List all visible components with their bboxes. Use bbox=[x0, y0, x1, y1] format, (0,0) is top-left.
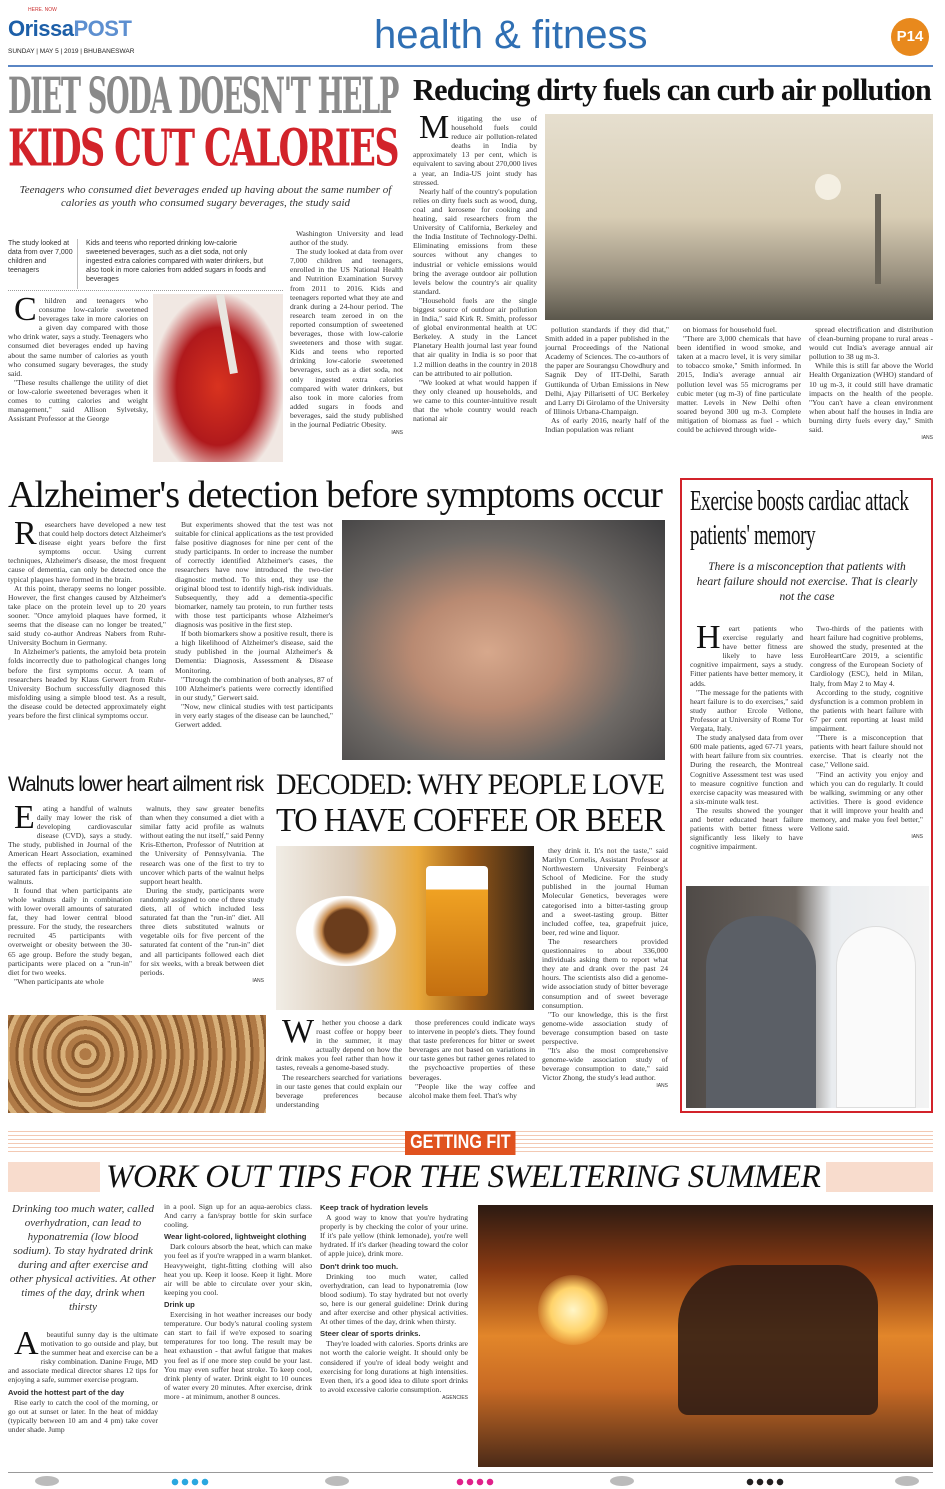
paragraph: A good way to know that you're hydrating properly is by checking the color of your urine. If it's pale yellow (think lemonade), you're well hydrated. If it's darker (heading toward the color of apple juice), drink more. bbox=[320, 1213, 468, 1259]
article-dirty-fuels bbox=[413, 72, 933, 467]
footer-rule bbox=[8, 1472, 933, 1473]
paragraph: But experiments showed that the test was not suitable for clinical applications as the test provided false positive diagnoses for nine per cent of the study participants. In order to increase the number of correctly identified Alzheimer's cases, the researchers have now introduced the two-tier diagnostic method. To this end, they use the original blood test to identify high-risk individuals. Subsequently, they add a dementia-specific biomarker, namely tau protein, to run further tests with those test participants whose Alzheimer's diagnosis was positive in the first step. bbox=[175, 520, 333, 630]
paragraph: If both biomarkers show a positive result, there is a high likelihood of Alzheimer's disease, said the study published in the journal Alzheimer's & Dementia: Diagnosis, Assessment & Disease Monitoring. bbox=[175, 629, 333, 675]
walnuts-image bbox=[8, 1015, 266, 1113]
sun bbox=[815, 174, 841, 200]
column-2 bbox=[164, 1202, 312, 1466]
logo[interactable] bbox=[8, 16, 131, 42]
paragraph: "These results challenge the utility of diet or low-calorie sweetened beverages when it comes to cutting calories and weight management," said Allison Sylvetsky, Assistant Professor at the George bbox=[8, 377, 148, 424]
headline: Reducing dirty fuels can curb air pollution bbox=[413, 72, 931, 107]
paragraph: "Household fuels are the single biggest source of outdoor air pollution in India," said Kirk R. Smith, professor of global environmental health at UC Berkeley. A study in the Lancet Planetary Health journal last year found that air quality in India is so poor that 1.2 million deaths in the country in 2018 can be attributed to air pollution. bbox=[413, 295, 537, 378]
paragraph: It found that when participants ate whole walnuts daily in combination with lower overall amounts of saturated fat, they had lower central blood pressure. For the study, the researchers recruited 45 participants with overweight or obesity between the 30-65 age group. Before the study began, participants were placed on a "run-in" diet for two weeks. bbox=[8, 885, 132, 977]
soda-glass-image bbox=[153, 294, 283, 462]
paragraph: "Find an activity you enjoy and which you can do regularly. It could be walking, swimming or any other activities. There is good evidence that it will improve your health and memory, and make you feel better," Vellone said. bbox=[810, 769, 923, 834]
section-kicker: GETTING FIT bbox=[405, 1131, 516, 1155]
paragraph: "Now, new clinical studies with test participants in very early stages of the disease can be launched," Gerwert added. bbox=[175, 701, 333, 730]
paragraph: Nearly half of the country's population relies on dirty fuels such as wood, dung, coal and kerosene for cooking and heating, said researchers from the University of California, Berkeley and the India Institute of Technology-Delhi. Eliminating emissions from these sources without any changes to industrial or vehicle emissions would bring the average outdoor air pollution levels below the country's air quality standard. bbox=[413, 186, 537, 296]
column-4 bbox=[809, 325, 933, 462]
column-2 bbox=[409, 1018, 535, 1112]
credit: IANS bbox=[656, 1083, 668, 1090]
paragraph: "There are 3,000 chemicals that have been identified in wood smoke, and taken at a macro level, it is very similar to tobacco smoke," Smith informed. In 2015, India's average annual air pollution level was 55 micrograms per cubic meter (ug m-3) of fine particulate matter. Levels in New Delhi often soared beyond 300 ug m-3. Complete mitigation of biomass as fuel - which could be achieved through wide- bbox=[677, 334, 801, 435]
paragraph: Drinking too much water, called overhydration, can lead to hyponatremia (low blood sodium). To stay hydrated but not overly so, here is our general guideline: Drink during and after exercise and other physical activities. At other times of the day, drink when thirsty. bbox=[320, 1271, 468, 1327]
credit: IANS bbox=[921, 435, 933, 442]
chimney bbox=[875, 194, 881, 284]
headline: DECODED: WHY PEOPLE LOVE bbox=[276, 768, 664, 801]
registration-mark bbox=[895, 1476, 919, 1486]
deck: There is a misconception that patients with heart failure should not exercise. That is clearly not the case bbox=[696, 561, 918, 603]
runner-sunset-image bbox=[478, 1205, 933, 1467]
paragraph: Two-thirds of the patients with heart failure had cognitive problems, showed the study, presented at the EuroHeartCare 2019, a scientific congress of the European Society of Cardiology (ESC), held in Milan, Italy, from May 2 to May 4. bbox=[810, 624, 923, 688]
paragraph: Researchers have developed a new test that could help doctors detect Alzheimer's disease eight years before the first symptoms occur. Using current techniques, Alzheimer's disease, the most frequent cause of dementia, can only be detected once the typical plaques have formed in the brain. bbox=[8, 520, 166, 584]
coffee-beer-image bbox=[276, 846, 534, 1010]
registration-mark bbox=[610, 1476, 634, 1486]
beer-mug bbox=[426, 866, 488, 996]
paragraph: spread electrification and distribution of clean-burning propane to rural areas - would cut India's average annual air pollution to 38 ug m-3. bbox=[809, 325, 933, 362]
column-1 bbox=[276, 1018, 402, 1112]
article-diet-soda bbox=[8, 67, 403, 467]
column-2 bbox=[545, 325, 669, 462]
color-dots bbox=[745, 1478, 785, 1486]
paragraph: Washington University and lead author of the study. bbox=[290, 229, 403, 248]
headline: Exercise boosts cardiac attack patients' memory bbox=[690, 485, 909, 551]
fact-box-rule bbox=[8, 290, 283, 291]
paragraph: "People like the way coffee and alcohol make them feel. That's why bbox=[409, 1081, 535, 1100]
column-side bbox=[542, 846, 668, 1112]
column-1 bbox=[8, 1330, 158, 1466]
paragraph: During the study, participants were randomly assigned to one of three study diets, all of which included less saturated fat than the "run-in" diet. All three diets substituted walnuts or vegetable oils for five percent of the saturated fat content of the "run-in" diet and all participants followed each diet for six weeks, with a break between diet periods. bbox=[140, 885, 264, 977]
fact-box-2: Kids and teens who reported drinking low-calorie sweetened beverages, such as a diet soda, not only ingested extra calories compared with water drinkers, but also took in more calories from added sugars in foods and beverages bbox=[86, 240, 266, 284]
column-1 bbox=[8, 520, 166, 760]
paragraph: in a pool. Sign up for an aqua-aerobics class. And carry a fan/spray bottle for skin surface cooling. bbox=[164, 1202, 312, 1230]
headline: Alzheimer's detection before symptoms occur bbox=[8, 474, 662, 516]
paragraph: Heart patients who exercise regularly and have better fitness are likely to have less cognitive impairment, says a study. Fitter patients have better memory, it adds. bbox=[690, 624, 803, 688]
headline: Walnuts lower heart ailment risk bbox=[8, 773, 263, 796]
column-1 bbox=[8, 804, 132, 1010]
doctor-patient-image bbox=[686, 886, 929, 1108]
paragraph: those preferences could indicate ways to intervene in people's diets. They found that taste preferences for bitter or sweet beverages are not based on variations in our taste genes but rather genes related to the psychoactive properties of these beverages. bbox=[409, 1018, 535, 1082]
page-number-badge: P14 bbox=[891, 18, 929, 56]
paragraph: "When participants ate whole bbox=[14, 976, 104, 986]
paragraph: "Through the combination of both analyses, 87 of 100 Alzheimer's patients were correctly identified in our study," Gerwert said. bbox=[175, 674, 333, 702]
subhead: Wear light-colored, lightweight clothing bbox=[164, 1232, 307, 1242]
paragraph: While this is still far above the World Health Organization (WHO) standard of 10 ug m-3, it could still have dramatic impacts on the health of the people. "You can't have a clean environment when about half the houses in India are burning dirty fuels every day," Smith said. bbox=[809, 361, 933, 435]
column-3 bbox=[320, 1200, 468, 1466]
fact-box-1: The study looked at data from over 7,000 children and teenagers bbox=[8, 239, 78, 289]
credit: IANS bbox=[252, 977, 264, 984]
paragraph: Dark colours absorb the heat, which can make you feel as if you're wrapped in a warm blanket. Heavyweight, tight-fitting clothing will also heat you up. Keep it loose. Keep it light. More air will be able to circulate over your skin, keeping you cool. bbox=[164, 1242, 312, 1297]
paragraph: walnuts, they saw greater benefits than when they consumed a diet with a similar fatty acid profile as walnuts without eating the nut itself," said Penny Kris-Etherton, Professor of Nutrition at the University of Pennsylvania. The research was one of the first to try to uncover which parts of the walnut helps support heart health. bbox=[140, 804, 264, 886]
paragraph: Children and teenagers who consume low-calorie sweetened beverages take in more calories on a given day compared with those who drink water, says a study. Teenagers who consumed diet beverages ended up having about the same number of calories as youth who consumed sugary beverages, the study said. bbox=[8, 296, 148, 378]
masthead bbox=[0, 0, 945, 70]
elderly-hands-image bbox=[342, 520, 665, 760]
column-1 bbox=[8, 296, 148, 462]
column-3 bbox=[677, 325, 801, 462]
paragraph: The results showed the younger and better educated heart failure patients with better fitness were significantly less likely to have cognitive impairment. bbox=[690, 805, 803, 852]
paragraph: Exercising in hot weather increases our body temperature. Our body's natural cooling system can start to fail if we're exposed to soaring temperatures for too long. The result may be heat exhaustion - that awful fatigue that makes you feel as if one more step could be your last. You may even suffer heat stroke. To keep cool, drink plenty of water. Drink eight to 10 ounces of water every 20 minutes. After exercise, drink more - at minimum, another 8 ounces. bbox=[164, 1310, 312, 1401]
paragraph: "It's also the most comprehensive genome-wide association study of beverage consumption to date," said Victor Zhong, the study's lead author. bbox=[542, 1046, 668, 1083]
registration-mark bbox=[35, 1476, 59, 1486]
paragraph: The study looked at data from over 7,000 children and teenagers, enrolled in the US National Health and Nutrition Examination Survey from 2011 to 2016. Kids and teenagers reported what they ate and drank during a 24-hour period. The research team zeroed in on the reported consumption of sweetened beverages, those with low-calorie sweeteners and those with sugar. Kids and teens who reported drinking low-calorie sweetened beverages, such as a diet soda, not only ingested extra calories compared with water drinkers, but also took in more calories from added sugars in foods and beverages, said the study published in the journal Pediatric Obesity. bbox=[290, 247, 403, 429]
subhead: Drink up bbox=[164, 1299, 195, 1309]
patient-figure bbox=[706, 916, 816, 1108]
paragraph: "We looked at what would happen if they only cleaned up households, and we came to this counter-intuitive result that the whole country would reach national air bbox=[413, 377, 537, 424]
paragraph: According to the study, cognitive dysfunction is a common problem in the patients with heart failure with 67 per cent reporting at least mild impairment. bbox=[810, 687, 923, 734]
credit: AGENCIES bbox=[442, 1394, 468, 1401]
column-2 bbox=[290, 229, 403, 461]
dateline: SUNDAY | MAY 5 | 2019 | BHUBANESWAR bbox=[8, 48, 135, 55]
paragraph: The researchers searched for variations in our taste genes that could explain our beverage preferences because understanding bbox=[276, 1072, 402, 1109]
article-alzheimers bbox=[8, 472, 668, 764]
color-dots bbox=[455, 1478, 495, 1486]
paragraph: They're loaded with calories. Sports drinks are not worth the calorie weight. It should only be considered if you're of ideal body weight and exercising for long durations at high intensities. Even then, it's a good idea to dilute sport drinks to avoid excessive calorie consumption. bbox=[320, 1339, 468, 1394]
paragraph: "The message for the patients with heart failure is to do exercises," said study author Ercole Vellone, Professor at University of Rome Tor Vergata, Italy. bbox=[690, 687, 803, 734]
deck: Teenagers who consumed diet beverages ended up having about the same number of calories as youth who consumed sugary beverages, the study said bbox=[19, 184, 392, 209]
paragraph: Eating a handful of walnuts daily may lower the risk of developing cardiovascular disease (CVD), says a study. The study, published in Journal of the American Heart Association, examined the effects of replacing some of the saturated fats in participants' diets with walnuts. bbox=[8, 804, 132, 886]
smoggy-city-image bbox=[545, 114, 933, 320]
paragraph: In Alzheimer's patients, the amyloid beta protein folds incorrectly due to pathological changes long before the first symptoms occur. A team of researchers headed by Klaus Gerwert from Ruhr-University Bochum successfully diagnosed this misfolding using a simple blood test. As a result, the disease could be detected approximately eight years before the first clinical symptoms occur. bbox=[8, 647, 166, 720]
paragraph: they drink it. It's not the taste," said Marilyn Cornelis, Assistant Professor at Northwestern University Feinberg's School of Medicine. For the study published in the journal Human Molecular Genetics, beverages were categorised into a bitter-tasting group and a sweet-tasting group. Bitter included coffee, tea, grapefruit juice, beer, red wine and liquor. bbox=[542, 846, 668, 937]
color-dots bbox=[170, 1478, 210, 1486]
paragraph: pollution standards if they did that," Smith added in a paper published in the journal Proceedings of the National Academy of Sciences. The co-authors of the paper are Sourangsu Chowdhury and Sagnik Dey of IIT-Delhi, Sarath Guttikunda of Urban Emissions in New Delhi, Ajay Pillarisetti of UC Berkeley and Larry Di Girolamo of the University of Illinois Urbana-Champaign. bbox=[545, 325, 669, 416]
section-title: health & fitness bbox=[374, 13, 648, 57]
doctor-figure bbox=[836, 926, 916, 1108]
subhead: Keep track of hydration levels bbox=[320, 1203, 429, 1212]
logo-tagline: HERE. NOW bbox=[28, 7, 57, 13]
runner-figure bbox=[678, 1265, 878, 1415]
paragraph: Mitigating the use of household fuels could reduce air pollution-related deaths in India by approximately 13 per cent, which is equivalent to saving about 270,000 lives a year, an India-US joint study has stressed. bbox=[413, 114, 537, 187]
column-2 bbox=[140, 804, 264, 1010]
headline-2: TO HAVE COFFEE OR BEER bbox=[276, 802, 664, 839]
paragraph: on biomass for household fuel. bbox=[683, 325, 777, 334]
column-2 bbox=[810, 624, 923, 878]
subhead: Steer clear of sports drinks. bbox=[320, 1329, 421, 1339]
paragraph: Abeautiful sunny day is the ultimate motivation to go outside and play, but the summer heat and exercise can be a risky combination. Danine Fruge, MD and associate medical director shares 12 tips for enjoying a safe, summer exercise program. bbox=[8, 1330, 158, 1385]
paragraph: As of early 2016, nearly half of the Indian population was reliant bbox=[545, 415, 669, 435]
column-2 bbox=[175, 520, 333, 760]
column-1 bbox=[413, 114, 537, 462]
deck: Drinking too much water, called overhydration, can lead to hyponatremia (low blood sodium). To stay hydrated drink during and after exercise and other physical activities. At other times of the day, drink when thirsty bbox=[9, 1203, 157, 1313]
article-exercise-memory bbox=[680, 478, 933, 1113]
headline-2: KIDS CUT CALORIES bbox=[8, 119, 398, 179]
paragraph: "To our knowledge, this is the first genome-wide association study of beverage consumption based on taste perspective. bbox=[542, 1009, 668, 1046]
credit: IANS bbox=[391, 430, 403, 437]
article-coffee-beer bbox=[276, 770, 668, 1115]
paragraph: The study analysed data from over 600 male patients, aged 67-71 years, with heart failure from six countries. During the research, the Montreal Cognitive Assessment test was used to measure cognitive function and exercise capacity was measured with a six-minute walk test. bbox=[690, 733, 803, 806]
column-1 bbox=[690, 624, 803, 878]
logo-part-post: POST bbox=[73, 16, 132, 41]
straw bbox=[216, 294, 238, 374]
registration-marks bbox=[0, 1476, 945, 1488]
coffee-cup bbox=[296, 896, 396, 966]
credit: IANS bbox=[911, 834, 923, 841]
paragraph: At this point, therapy seems no longer possible. However, the first changes caused by Alzheimer's take place on the protein level up to 20 years sooner. "Once amyloid plaques have formed, it seems that the disease can no longer be treated," said study co-author Andreas Nabers from Ruhr-University Bochum in Germany. bbox=[8, 583, 166, 648]
sun bbox=[538, 1275, 608, 1345]
logo-part-orissa: Orissa bbox=[8, 16, 74, 41]
subhead: Don't drink too much. bbox=[320, 1261, 399, 1271]
registration-mark bbox=[325, 1476, 349, 1486]
subhead: Avoid the hottest part of the day bbox=[8, 1387, 125, 1397]
paragraph: Whether you choose a dark roast coffee or hoppy beer in the summer, it may actually depend on how the drink makes you feel rather than how it tastes, reveals a genome-based study. bbox=[276, 1018, 402, 1073]
paragraph: The researchers provided questionnaires to about 336,000 individuals asking them to report what they ate and drank over the past 24 hours. The scientists also did a genome-wide association study of bitter beverage consumption and of sweet beverage consumption. bbox=[542, 936, 668, 1010]
article-walnuts bbox=[8, 770, 266, 1115]
paragraph: Rise early to catch the cool of the morning, or go out at sunset or later. In the heat of midday (typically between 10 am and 4 pm) take cover under shade. Jump bbox=[8, 1397, 158, 1434]
paragraph: "There is a misconception that patients with heart failure should not exercise. That is clearly not the case," Vellone said. bbox=[810, 733, 923, 770]
headline: WORK OUT TIPS FOR THE SWELTERING SUMMER bbox=[100, 1161, 826, 1194]
headline: DIET SODA DOESN'T HELP bbox=[8, 67, 398, 125]
